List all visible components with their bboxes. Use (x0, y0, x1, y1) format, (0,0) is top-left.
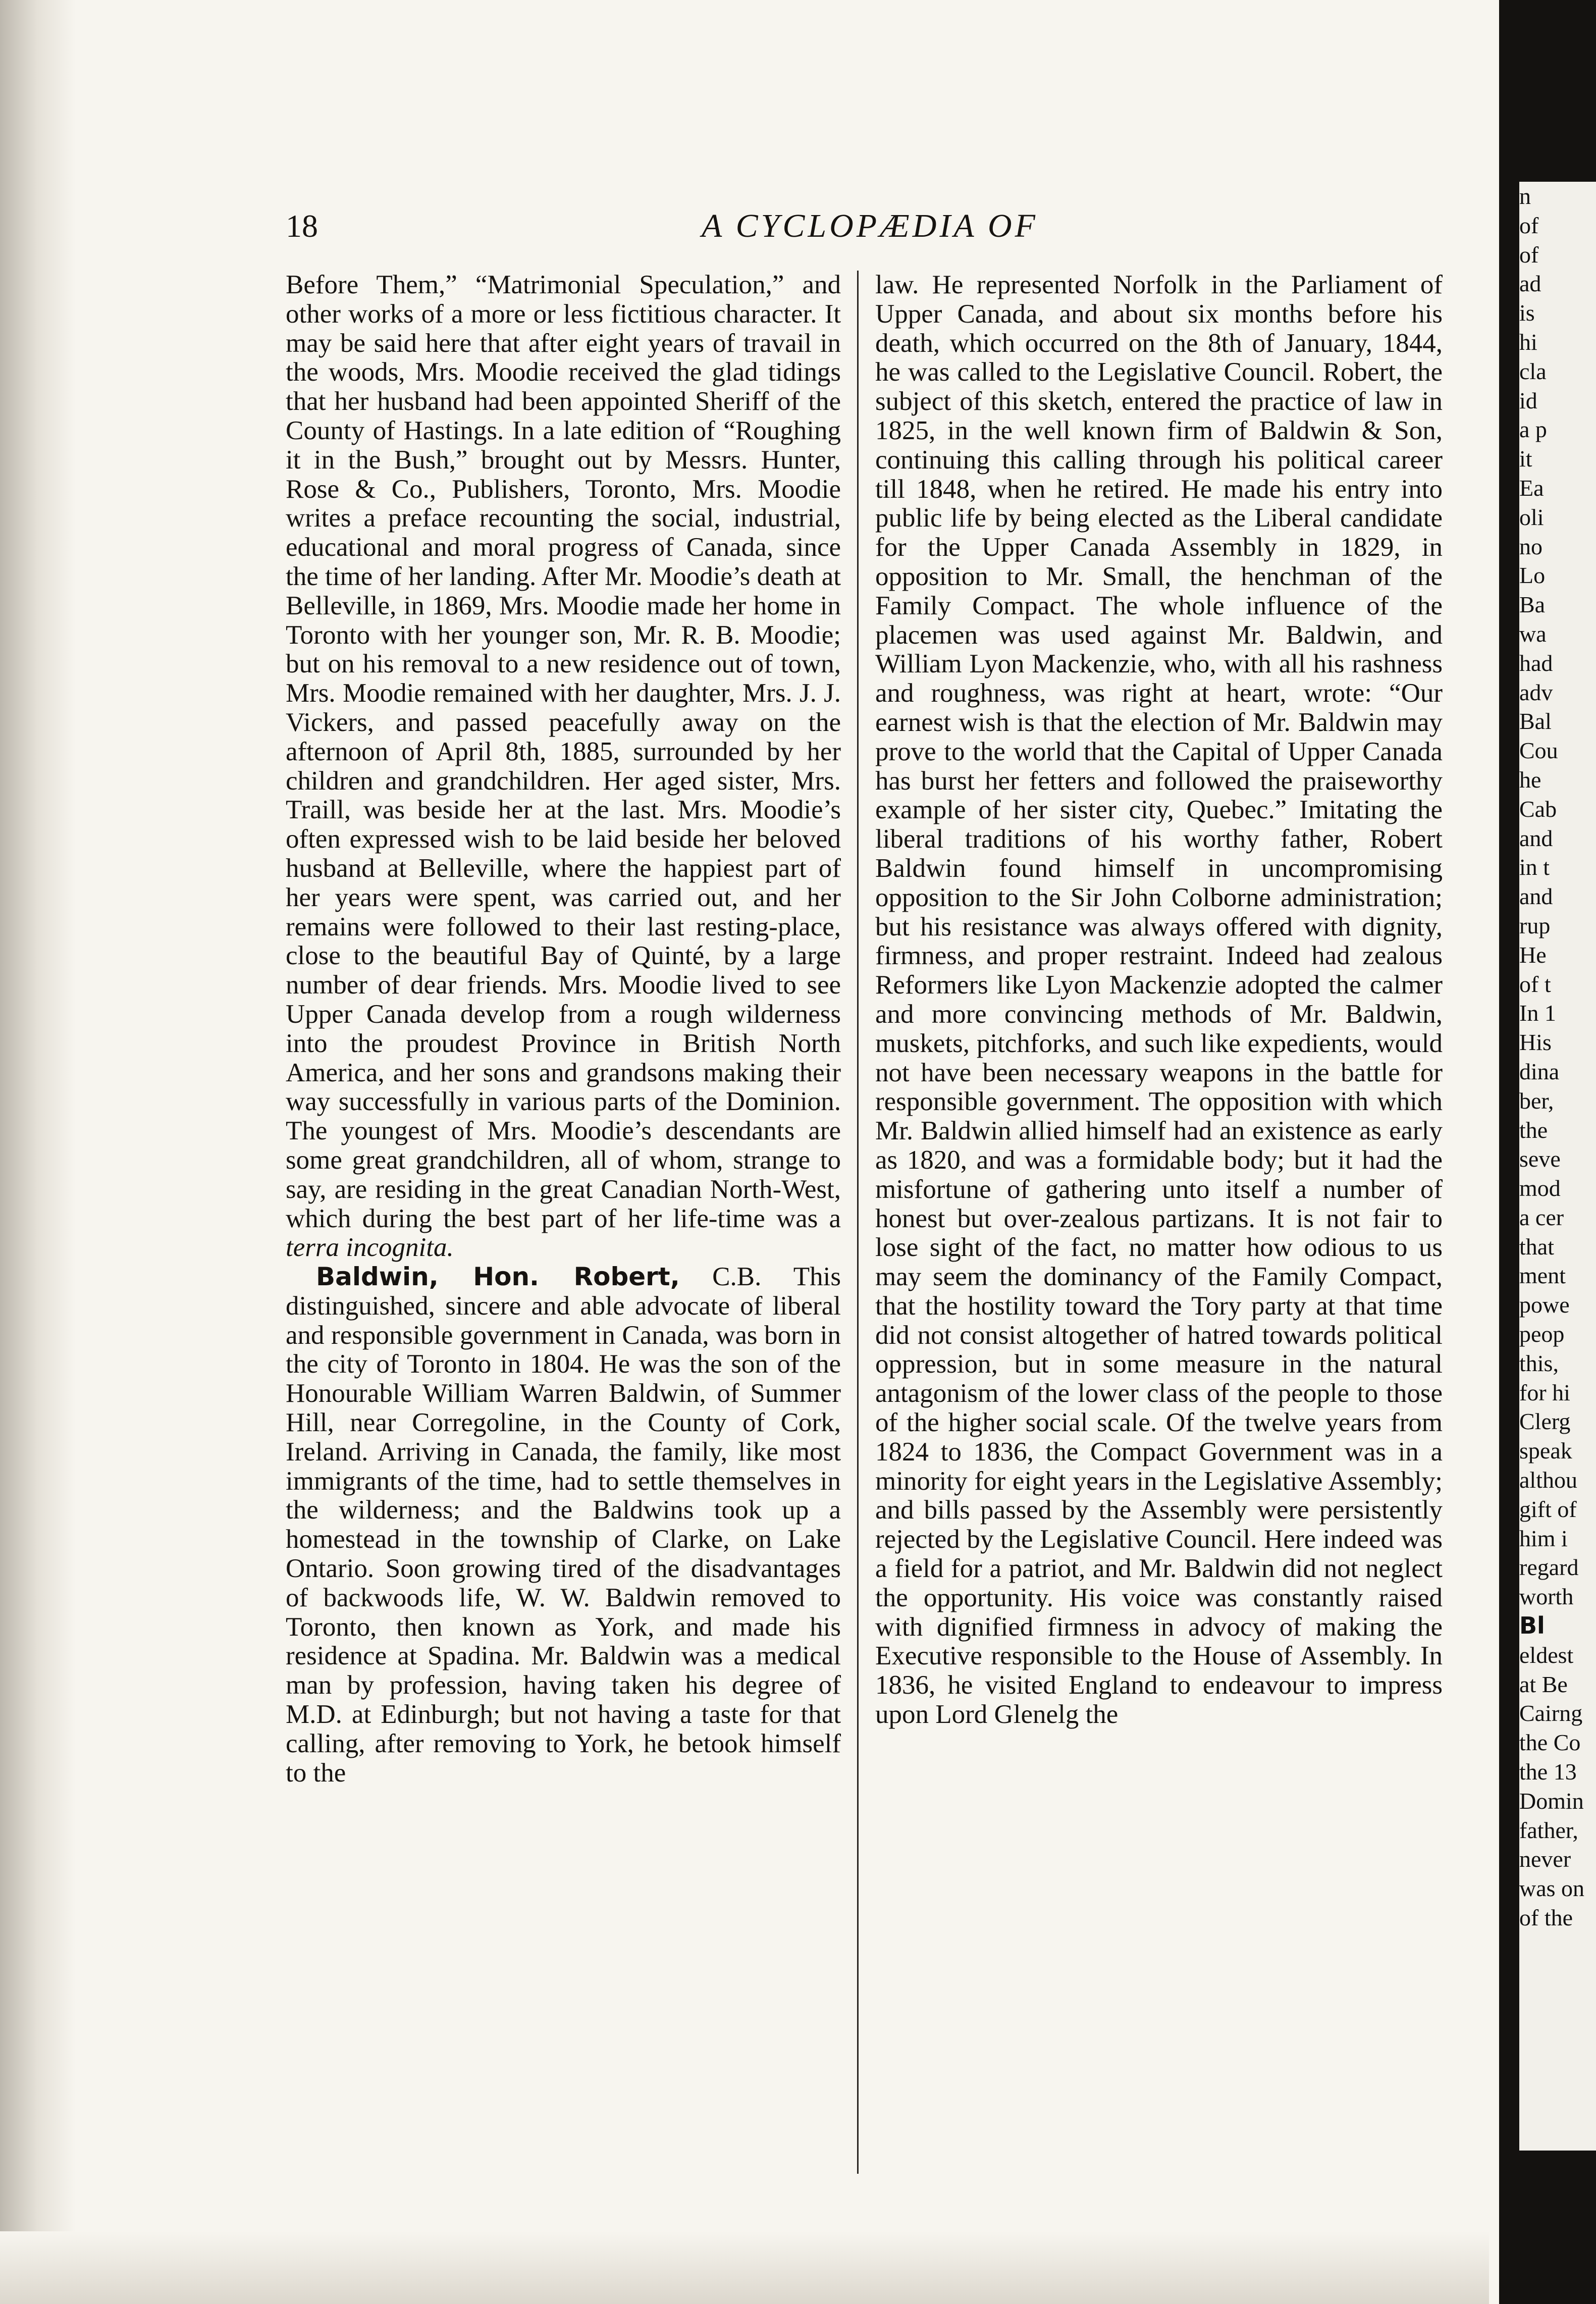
next-page-fragment: is (1519, 300, 1535, 326)
right-column (875, 271, 1443, 1730)
next-page-fragment: Ea (1519, 475, 1544, 501)
next-page-fragment: worth (1519, 1584, 1574, 1610)
next-page-fragment: ad (1519, 271, 1541, 297)
baldwin-entry-title: Baldwin, Hon. Robert, (316, 1262, 680, 1292)
next-page-strip (1519, 182, 1596, 2151)
next-page-fragment: n (1519, 183, 1531, 209)
next-page-fragment: of t (1519, 971, 1551, 997)
next-page-fragment: wa (1519, 620, 1547, 647)
next-page-fragment: Domin (1519, 1788, 1584, 1814)
next-page-fragment: regard (1519, 1554, 1579, 1581)
left-column (286, 271, 841, 1788)
baldwin-entry (286, 1263, 841, 1788)
next-page-fragment: this, (1519, 1350, 1559, 1376)
next-page-fragment: of the (1519, 1905, 1573, 1931)
next-page-fragment: of (1519, 241, 1539, 268)
next-page-fragment: the (1519, 1117, 1548, 1143)
next-page-fragment: a cer (1519, 1204, 1564, 1230)
next-page-fragment: cla (1519, 358, 1547, 384)
next-page-fragment: the Co (1519, 1730, 1581, 1756)
next-page-fragment: Cou (1519, 738, 1558, 764)
next-page-fragment: no (1519, 533, 1542, 559)
next-page-fragment: He (1519, 941, 1547, 968)
baldwin-entry-continued: law. He represented Norfolk in the Parliament of Upper Canada, and about six months before his death, which occurred on the 8th of January, 1844, he was called to the Legislative Council. Robert, the subject of this sketch, entered the practice of law in 1825, in the well known firm of Baldwin & Son, continuing this calling through his political career till 1848, when he retired. He made his entry into public life by being elected as the Liberal candidate for the Upper Canada Assembly in 1829, in opposition to Mr. Small, the henchman of the Family Compact. The whole influence of the placemen was used against Mr. Baldwin, and William Lyon Mackenzie, who, with all his rashness and roughness, was right at heart, wrote: “Our earnest wish is that the election of Mr. Baldwin may prove to the world that the Capital of Upper Canada has burst her fetters and followed the praiseworthy example of her sister city, Quebec.” Imitating the liberal traditions of his worthy father, Robert Baldwin found himself in uncompromising opposition to the Sir John Colborne administration; but his resistance was always offered with dignity, firmness, and proper restraint. Indeed had zealous Reformers like Lyon Mackenzie adopted the calmer and more convincing methods of Mr. Baldwin, muskets, pitchforks, and such like expedients, would not have been necessary weapons in the battle for responsible government. The opposition with which Mr. Baldwin allied himself had an existence as early as 1820, and was a formidable body; but it had the misfortune of gathering unto itself a number of honest but over-zealous partizans. It is not fair to lose sight of the fact, no matter how odious to us may seem the dominancy of the Family Compact, that the hostility toward the Tory party at that time did not consist altogether of hatred towards political oppression, but in some measure in the natural antagonism of the lower class of the people to those of the higher social scale. Of the twelve years from 1824 to 1836, the Compact Government was in a minority for eight years in the Legislative Assembly; and bills passed by the Assembly were persistently rejected by the Legislative Council. Here indeed was a field for a patriot, and Mr. Baldwin did not neglect the opportunity. His voice was constantly raised with dignified firmness in advocy of making the Executive responsible to the House of Assembly. In 1836, he visited England to endeavour to impress upon Lord Glenelg the (875, 270, 1443, 1730)
next-page-fragment: it (1519, 446, 1532, 472)
next-page-fragment: Bl (1519, 1612, 1545, 1640)
next-page-fragment: Cab (1519, 796, 1557, 822)
moodie-text: Before Them,” “Matrimonial Speculation,” and other works of a more or less fictitious character. It may be said here that after eight years of travail in the woods, Mrs. Moodie received the glad tidings that her husband had been appointed Sheriff of the County of Hastings. In a late edition of “Roughing it in the Bush,” brought out by Messrs. Hunter, Rose & Co., Publishers, Toronto, Mrs. Moodie writes a preface recounting the social, industrial, educational and moral progress of Canada, since the time of her landing. After Mr. Moodie’s death at Belleville, in 1869, Mrs. Moodie made her home in Toronto with her younger son, Mr. R. B. Moodie; but on his removal to a new residence out of town, Mrs. Moodie remained with her daughter, Mrs. J. J. Vickers, and passed peacefully away on the afternoon of April 8th, 1885, surrounded by her children and grandchildren. Her aged sister, Mrs. Traill, was beside her at the last. Mrs. Moodie’s often expressed wish to be laid beside her beloved husband at Belleville, where the happiest part of her years were spent, was carried out, and her remains were followed to their last resting-place, close to the beautiful Bay of Quinté, by a large number of dear friends. Mrs. Moodie lived to see Upper Canada develop from a rough wilderness into the proudest Province in British North America, and her sons and grandsons making their way successfully in various parts of the Dominion. The youngest of Mrs. Moodie’s descendants are some great grandchildren, all of whom, strange to say, are residing in the great Canadian North-West, which during the best part of her life-time was a (286, 270, 841, 1233)
next-page-fragment: father, (1519, 1817, 1578, 1843)
next-page-fragment: Lo (1519, 562, 1546, 589)
column-rule (857, 271, 859, 2174)
next-page-fragment: Clerg (1519, 1408, 1571, 1435)
next-page-fragment: Ba (1519, 592, 1546, 618)
next-page-fragment: althou (1519, 1467, 1577, 1493)
page-left-edge-shadow (0, 0, 76, 2304)
next-page-fragment: he (1519, 766, 1541, 793)
terra-incognita: terra incognita. (286, 1233, 454, 1263)
next-page-fragment: In 1 (1519, 1000, 1556, 1026)
next-page-fragment: the 13 (1519, 1759, 1577, 1785)
next-page-fragment: gift of (1519, 1496, 1577, 1522)
next-page-fragment: id (1519, 387, 1537, 413)
next-page-fragment: was on (1519, 1875, 1585, 1902)
next-page-fragment: peop (1519, 1321, 1565, 1347)
next-page-fragment: a p (1519, 416, 1547, 443)
next-page-fragment: His (1519, 1029, 1552, 1056)
next-page-fragment: seve (1519, 1146, 1561, 1172)
page-bottom-edge-shadow (0, 2231, 1489, 2304)
next-page-fragment: him i (1519, 1525, 1568, 1551)
next-page-fragment: oli (1519, 504, 1544, 530)
page-number: 18 (286, 208, 318, 244)
next-page-fragment: that (1519, 1233, 1554, 1260)
next-page-fragment: and (1519, 883, 1553, 910)
next-page-fragment: dina (1519, 1058, 1560, 1084)
next-page-fragment: mod (1519, 1175, 1561, 1201)
moodie-entry-continuation (286, 271, 841, 1263)
next-page-fragment: for hi (1519, 1379, 1570, 1405)
next-page-fragment: ber, (1519, 1087, 1554, 1114)
next-page-fragment: adv (1519, 679, 1553, 705)
next-page-fragment: at Be (1519, 1671, 1568, 1697)
next-page-fragment: speak (1519, 1438, 1572, 1464)
baldwin-text: This distinguished, sincere and able advocate of liberal and responsible government in Canada, was born in the city of Toronto in 1804. He was the son of the Honourable William Warren Baldwin, of Summer Hill, near Corregoline, in the County of Cork, Ireland. Arriving in Canada, the family, like most immigrants of the time, had to settle themselves in the wilderness; and the Baldwins took up a homestead in the township of Clarke, on Lake Ontario. Soon growing tired of the disadvantages of backwoods life, W. W. Baldwin removed to Toronto, then known as York, and made his residence at Spadina. Mr. Baldwin was a medical man by profession, having taken his degree of M.D. at Edinburgh; but not having a taste for that calling, after removing to York, he betook himself to the (286, 1262, 841, 1788)
next-page-fragment: of (1519, 212, 1539, 238)
next-page-fragment: in t (1519, 854, 1550, 880)
next-page-fragment: hi (1519, 329, 1537, 355)
next-page-fragment: eldest (1519, 1642, 1574, 1668)
next-page-fragment: never (1519, 1846, 1571, 1872)
next-page-fragment: ment (1519, 1263, 1566, 1289)
next-page-fragment: powe (1519, 1292, 1570, 1318)
baldwin-title-suffix: C.B. (712, 1262, 762, 1292)
next-page-fragment: Bal (1519, 708, 1552, 735)
next-page-fragment: Cairng (1519, 1700, 1583, 1726)
next-page-fragment: rup (1519, 912, 1551, 938)
next-page-fragment: and (1519, 825, 1553, 851)
next-page-fragment: had (1519, 650, 1553, 676)
running-head: A CYCLOPÆDIA OF (702, 207, 1038, 244)
